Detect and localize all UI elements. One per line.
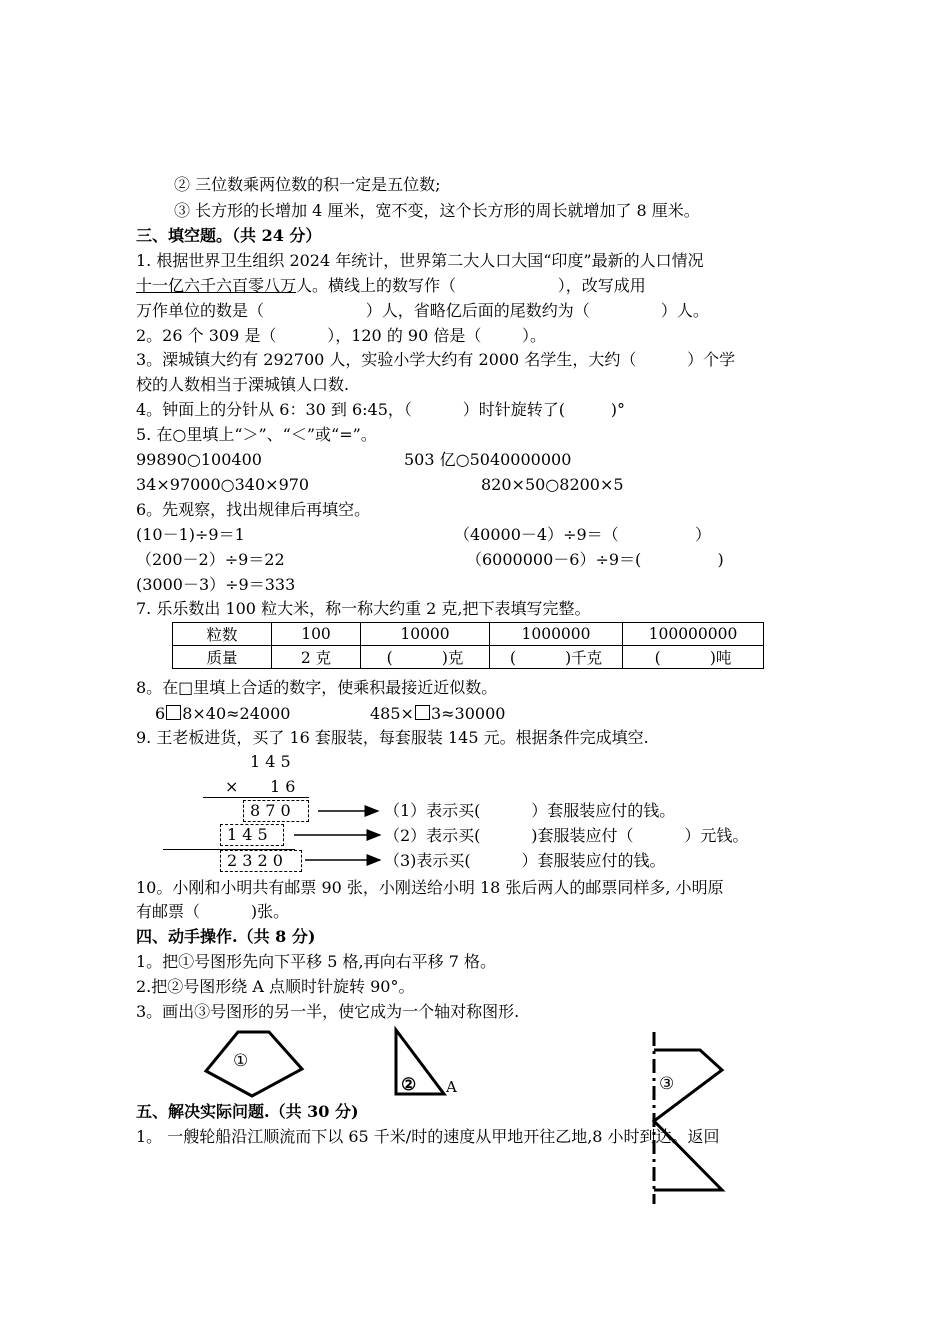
table-cell: 质量	[173, 646, 272, 669]
table-cell: 100	[272, 623, 361, 646]
point-a-label: A	[446, 1078, 457, 1096]
partial-product-2: 1 4 5	[227, 825, 268, 844]
q10-line2: 有邮票（ )张。	[136, 902, 290, 921]
q9-explain-1: （1）表示买( ）套服装应付的钱。	[384, 801, 676, 820]
q5-title: 5. 在○里填上“＞”、“＜”或“=”。	[136, 425, 377, 444]
q4: 4。钟面上的分针从 6：30 到 6:45，（ ）时针旋转了( )°	[136, 400, 626, 419]
q1-underlined-number: 十一亿六千六百零八万	[136, 276, 297, 295]
op-item-1: 1。把①号图形先向下平移 5 格,再向右平移 7 格。	[136, 952, 496, 971]
q1-line2-rest: 人。横线上的数写作（ ），改写成用	[296, 276, 646, 295]
shape-2-label: ②	[401, 1075, 417, 1095]
q3-line1: 3。溧城镇大约有 292700 人，实验小学大约有 2000 名学生，大约（ ）个学	[136, 350, 736, 369]
q9-title: 9. 王老板进货，买了 16 套服装，每套服装 145 元。根据条件完成填空.	[136, 728, 649, 747]
shape-3-label: ③	[659, 1074, 675, 1094]
total-product: 2 3 2 0	[227, 851, 283, 870]
shape-1	[206, 1032, 302, 1096]
table-cell: 2 克	[272, 646, 361, 669]
q9-explain-2: （2）表示买( )套服装应付（ ）元钱。	[384, 826, 749, 845]
q6-b: （40000－4）÷9＝（ ）	[454, 525, 711, 544]
section-5-title: 五、解决实际问题.（共 30 分)	[136, 1102, 359, 1121]
table-cell: ( )克	[361, 646, 490, 669]
judge-item-3: ③ 长方形的长增加 4 厘米，宽不变，这个长方形的周长就增加了 8 厘米。	[174, 201, 700, 220]
op-item-2: 2.把②号图形绕 A 点顺时针旋转 90°。	[136, 977, 415, 996]
q5-compare-c: 34×97000○340×970	[136, 475, 310, 494]
s5-q1: 1。 一艘轮船沿江顺流而下以 65 千米/时的速度从甲地开往乙地,8 小时到达。返回	[136, 1127, 720, 1146]
q5-compare-a: 99890○100400	[136, 450, 262, 469]
multiplicand: 1 4 5	[250, 752, 291, 771]
q6-title: 6。先观察，找出规律后再填空。	[136, 500, 371, 519]
q6-c: （200－2）÷9＝22	[136, 550, 285, 569]
q1-line3: 万作单位的数是（ ）人，省略亿后面的尾数约为（ ）人。	[136, 301, 709, 320]
op-item-3: 3。画出③号图形的另一半，使它成为一个轴对称图形.	[136, 1002, 520, 1021]
section-3-title: 三、填空题。（共 24 分）	[136, 226, 322, 245]
q10-line1: 10。小刚和小明共有邮票 90 张，小刚送给小明 18 张后两人的邮票同样多, 小明原	[136, 878, 724, 897]
table-cell: ( )千克	[490, 646, 623, 669]
q6-a: (10－1)÷9＝1	[136, 525, 245, 544]
section-4-title: 四、动手操作.（共 8 分)	[136, 927, 316, 946]
q2: 2。26 个 309 是（ ），120 的 90 倍是（ ）。	[136, 326, 547, 345]
partial-product-1: 8 7 0	[250, 801, 291, 820]
q1-line1: 1. 根据世界卫生组织 2024 年统计，世界第二大人口大国“印度”最新的人口情况	[136, 251, 704, 270]
q7-title: 7. 乐乐数出 100 粒大米，称一称大约重 2 克,把下表填写完整。	[136, 599, 591, 618]
q3-line2: 校的人数相当于溧城镇人口数.	[136, 375, 350, 394]
q9-explain-3: （3)表示买( ）套服装应付的钱。	[384, 851, 666, 870]
table-cell: ( )吨	[623, 646, 764, 669]
shape-3	[654, 1050, 722, 1190]
table-cell: 1000000	[490, 623, 623, 646]
q8-title: 8。在□里填上合适的数字，使乘积最接近近似数。	[136, 678, 498, 697]
multiplier: 1 6	[270, 777, 296, 796]
judge-item-2: ② 三位数乘两位数的积一定是五位数;	[174, 175, 441, 194]
table-cell: 100000000	[623, 623, 764, 646]
q8-a-post: 8×40≈24000	[182, 704, 291, 723]
q5-compare-b: 503 亿○5040000000	[404, 450, 572, 469]
q5-compare-d: 820×50○8200×5	[481, 475, 624, 494]
q8-b-post: 3≈30000	[430, 704, 506, 723]
q6-e: (3000－3）÷9＝333	[136, 575, 296, 594]
times-sign: ×	[225, 777, 239, 796]
q8-a-pre: 6	[155, 704, 166, 723]
q8-b-pre: 485×	[370, 704, 414, 723]
table-cell: 粒数	[173, 623, 272, 646]
shape-1-label: ①	[233, 1051, 249, 1071]
table-cell: 10000	[361, 623, 490, 646]
q6-d: （6000000－6）÷9＝( )	[466, 550, 724, 569]
